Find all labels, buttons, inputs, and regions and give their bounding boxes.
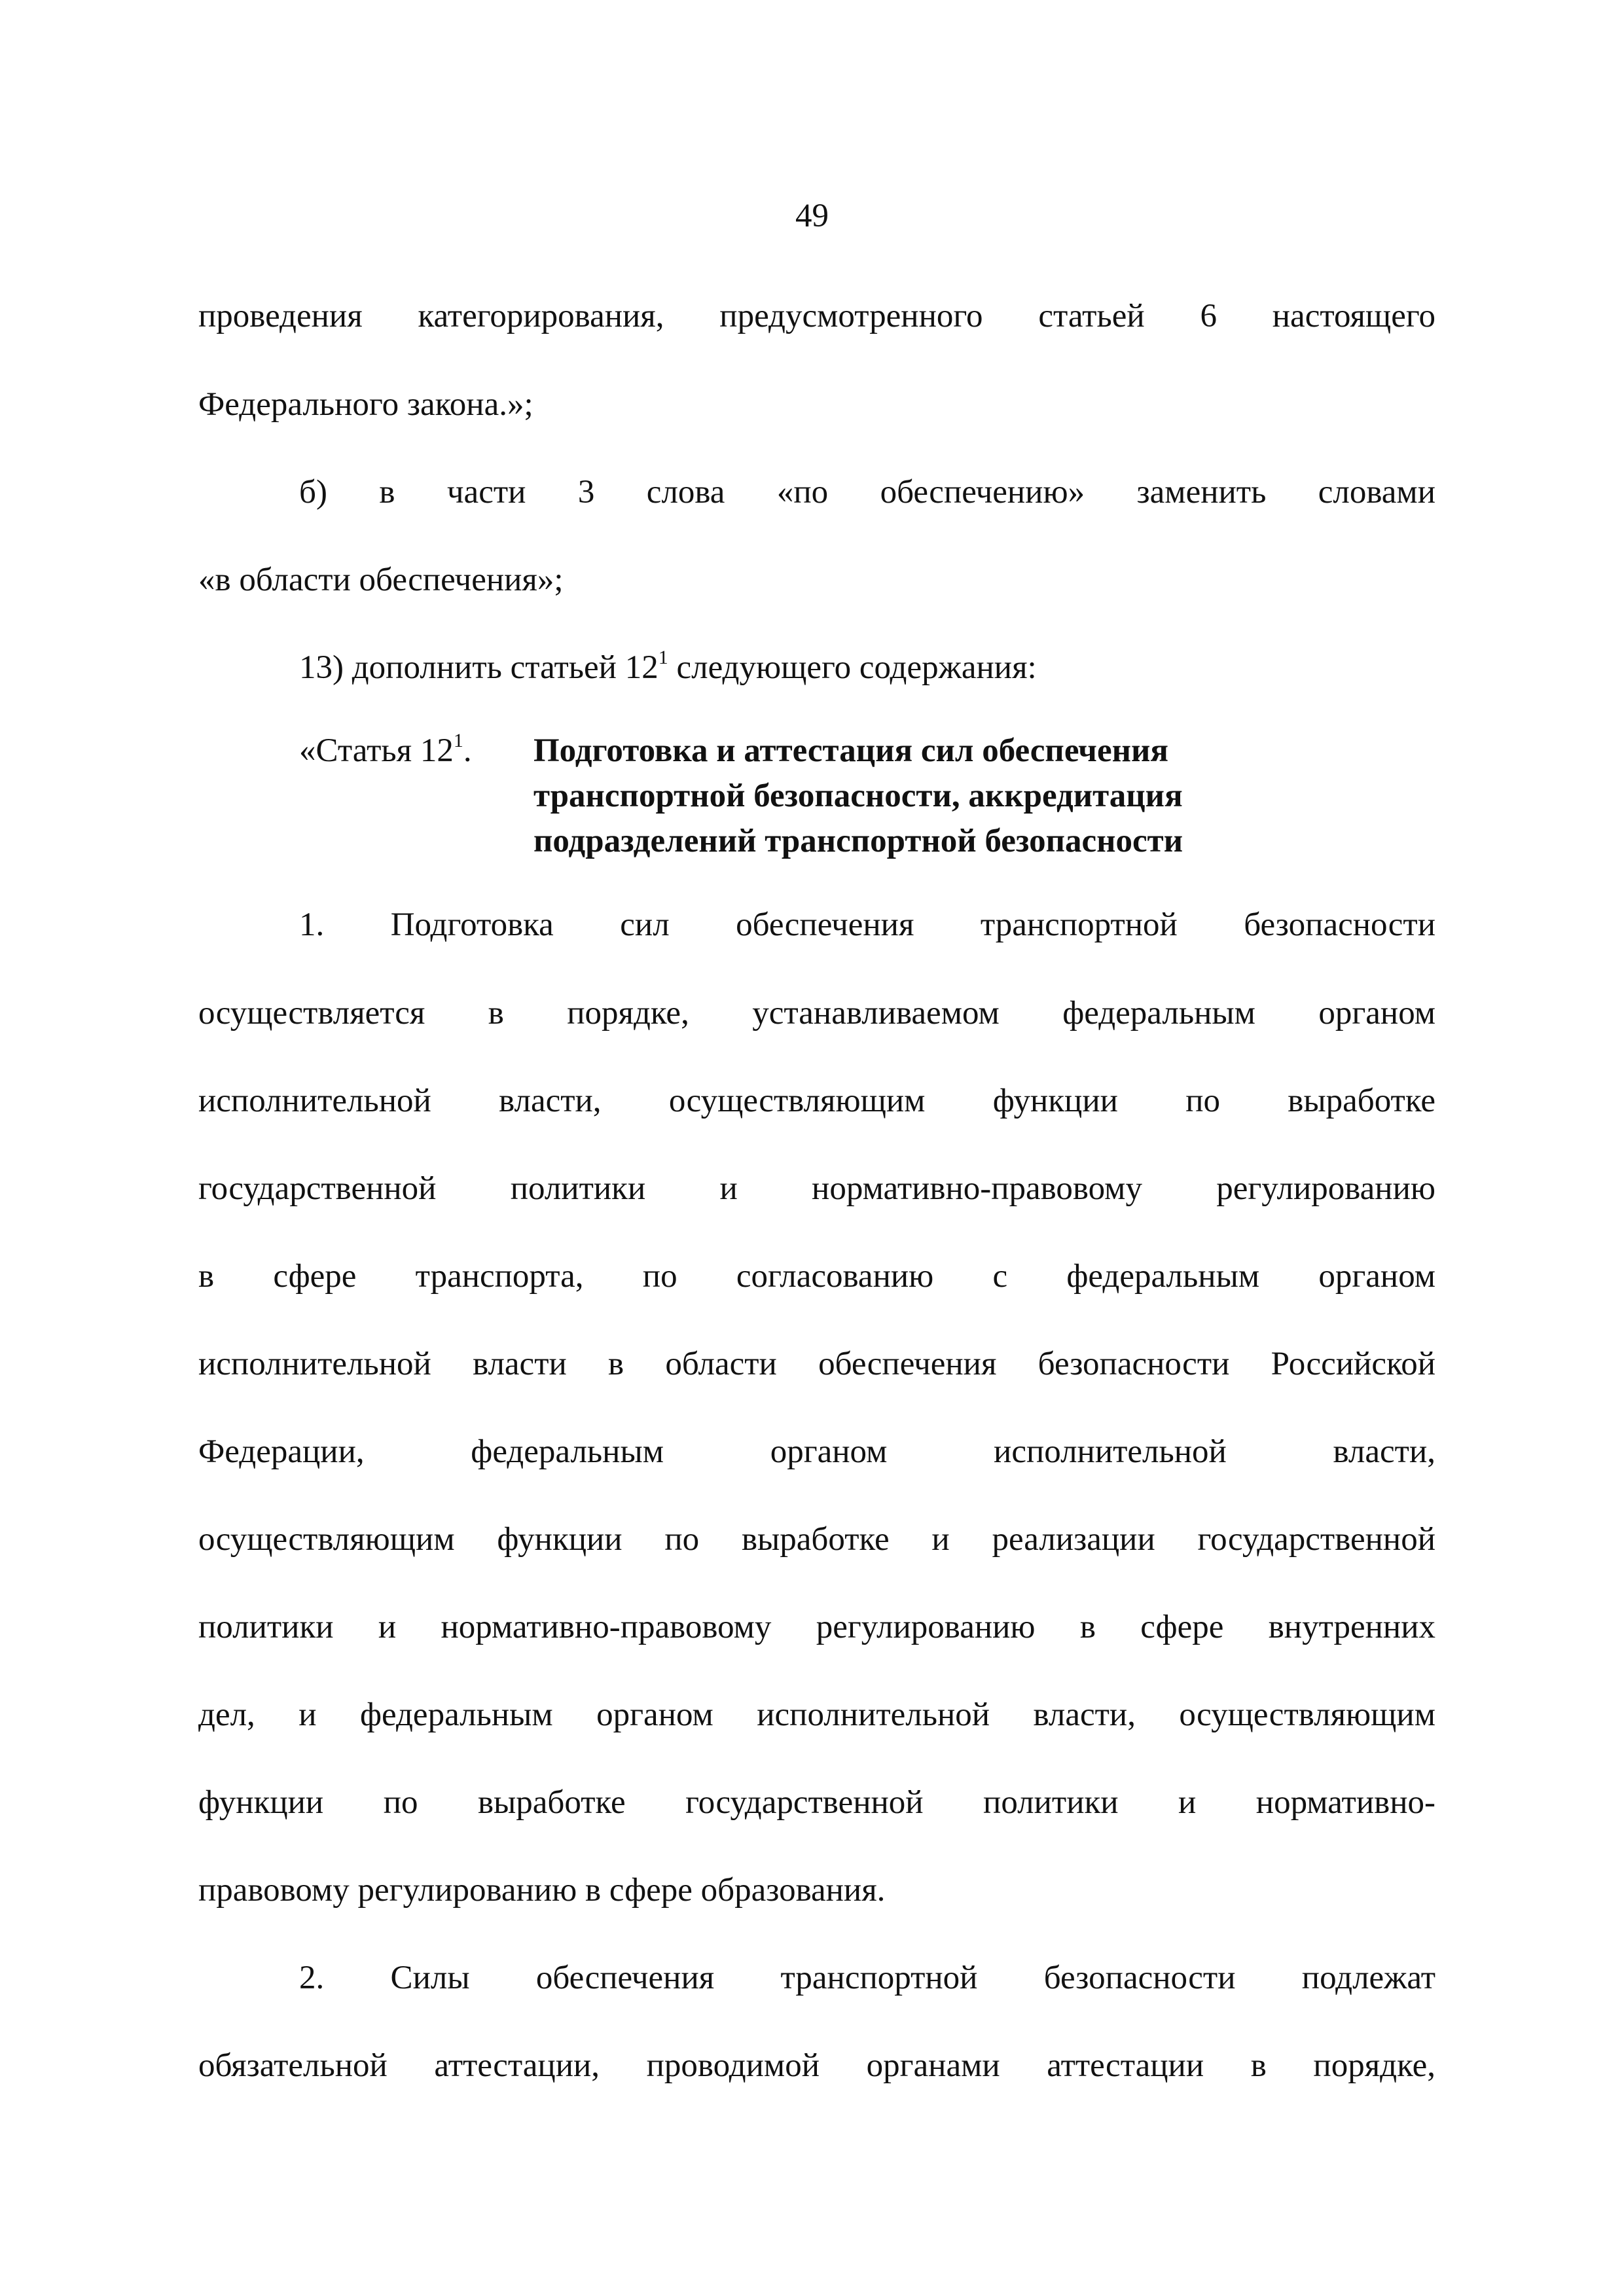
para-2-line-1: 2. Силы обеспечения транспортной безопасности подлежат — [299, 1960, 1435, 1996]
article-title-line-1: Подготовка и аттестация сил обеспечения — [533, 732, 1168, 769]
para-b-line-2: «в области обеспечения»; — [198, 562, 564, 598]
para-1-line-5: в сфере транспорта, по согласованию с федеральным органом — [198, 1258, 1435, 1295]
article-label-suffix: . — [463, 732, 472, 769]
para-1-line-12: правовому регулированию в сфере образования. — [198, 1872, 886, 1909]
para-1-line-3: исполнительной власти, осуществляющим функции по выработке — [198, 1083, 1435, 1119]
para-intro-line-1: проведения категорирования, предусмотренного статьей 6 настоящего — [198, 298, 1435, 334]
article-label-superscript: 1 — [453, 730, 463, 751]
page-number: 49 — [795, 198, 829, 234]
para-1-line-7: Федерации, федеральным органом исполнительной власти, — [198, 1433, 1435, 1470]
para-1-line-8: осуществляющим функции по выработке и реализации государственной — [198, 1521, 1435, 1558]
para-1-line-11: функции по выработке государственной политики и нормативно- — [198, 1784, 1435, 1821]
para-13-text: 13) дополнить статьей 12 — [299, 649, 659, 686]
para-1-line-10: дел, и федеральным органом исполнительной власти, осуществляющим — [198, 1696, 1435, 1733]
article-title-line-2: транспортной безопасности, аккредитация — [533, 778, 1183, 814]
para-13-text-after: следующего содержания: — [668, 649, 1037, 686]
para-1-line-4: государственной политики и нормативно-правовому регулированию — [198, 1170, 1435, 1207]
para-1-line-9: политики и нормативно-правовому регулированию в сфере внутренних — [198, 1609, 1435, 1645]
para-intro-line-2: Федерального закона.»; — [198, 386, 533, 423]
article-label — [299, 731, 472, 770]
article-label-prefix: «Статья 12 — [299, 732, 454, 769]
para-1-line-2: осуществляется в порядке, устанавливаемом федеральным органом — [198, 995, 1435, 1031]
para-13-superscript: 1 — [658, 648, 668, 668]
para-13 — [299, 648, 1435, 687]
para-b-line-1: б) в части 3 слова «по обеспечению» заменить словами — [299, 474, 1435, 511]
para-1-line-1: 1. Подготовка сил обеспечения транспортной безопасности — [299, 906, 1435, 943]
para-2-line-2: обязательной аттестации, проводимой органами аттестации в порядке, — [198, 2047, 1435, 2084]
para-1-line-6: исполнительной власти в области обеспечения безопасности Российской — [198, 1346, 1435, 1382]
article-title-line-3: подразделений транспортной безопасности — [533, 823, 1183, 859]
